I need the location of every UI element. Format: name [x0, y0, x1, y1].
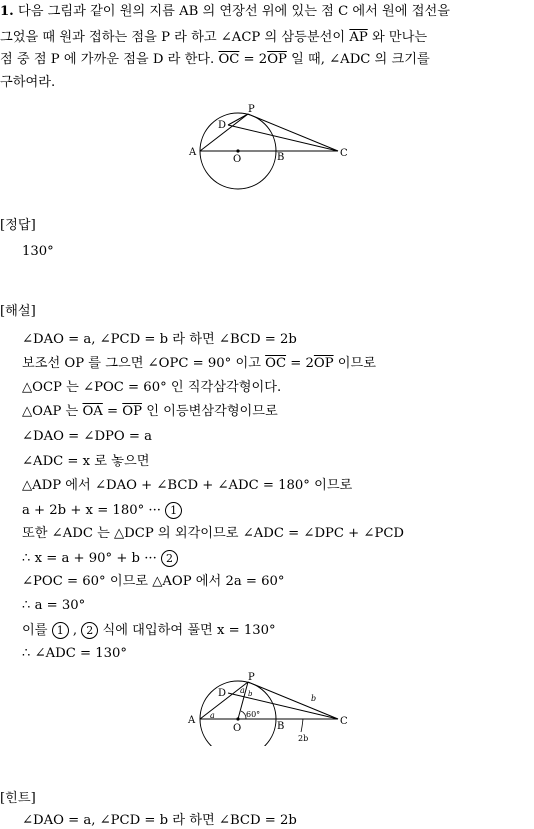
segment-oc-2: $\overline{OC}$ [265, 356, 287, 371]
problem-line-1 [0, 4, 534, 20]
solution-heading: [해설] [0, 304, 36, 319]
problem-line-4 [0, 75, 534, 91]
solution-line-1: ∠DAO = a, ∠PCD = b 라 하면 ∠BCD = 2b [22, 332, 297, 347]
solution-line-2 [22, 356, 376, 372]
fig1-center-dot [236, 149, 239, 152]
solution-line-3: △OCP 는 ∠POC = 60° 인 직각삼각형이다. [22, 380, 282, 395]
solution-line-9: 또한 ∠ADC 는 △DCP 의 외각이므로 ∠ADC = ∠DPC + ∠PCD [22, 526, 404, 541]
fig2-label-b: B [277, 721, 285, 732]
fig1-label-c: C [340, 148, 348, 159]
fig2-label-a: A [188, 715, 196, 726]
answer-value: 130° [22, 244, 54, 259]
circled-number-1: 1 [165, 502, 182, 519]
solution-text-2: 보조선 OP 를 그으면 ∠OPC = 90° 이고 [22, 356, 261, 371]
solution-text-13b: 식에 대입하여 풀면 x = 130° [102, 623, 276, 638]
fig2-angle-b2: b [248, 690, 253, 698]
circled-number-2b: 2 [81, 622, 98, 639]
answer-heading: [정답] [0, 218, 36, 233]
fig1-label-o: O [233, 154, 242, 165]
circled-number-2: 2 [161, 550, 178, 567]
fig2-angle-arc-2b [301, 719, 303, 732]
segment-oa: $\overline{OA}$ [82, 404, 103, 419]
hint-line: ∠DAO = a, ∠PCD = b 라 하면 ∠BCD = 2b [22, 813, 297, 828]
fig2-angle-60: 60° [246, 710, 261, 719]
solution-line-5: ∠DAO = ∠DPO = a [22, 429, 152, 444]
fig2-label-o: O [233, 723, 242, 734]
equals-sign: = [107, 404, 119, 419]
solution-line-12: ∴ a = 30° [22, 598, 86, 613]
solution-line-4 [22, 404, 278, 420]
problem-number: 1. [0, 4, 14, 19]
arc-ap: $\overline{AP}$ [349, 30, 368, 45]
fig2-label-p: P [248, 672, 255, 683]
solution-text-4: △OAP 는 [22, 404, 79, 419]
problem-text-3: 점 중 점 P 에 가까운 점을 D 라 한다. [0, 52, 215, 67]
solution-line-6: ∠ADC = x 로 놓으면 [22, 454, 150, 469]
solution-line-10 [22, 550, 178, 567]
equals-two-2: = 2 [290, 356, 314, 371]
segment-oc: $\overline{OC}$ [218, 52, 240, 67]
solution-line-11: ∠POC = 60° 이므로 △AOP 에서 2a = 60° [22, 574, 285, 589]
problem-line-3 [0, 52, 534, 68]
figure-1 [185, 100, 355, 195]
solution-text-2b: 이므로 [337, 356, 376, 371]
problem-text-1: 다음 그림과 같이 원의 지름 AB 의 연장선 위에 있는 점 C 에서 원에 접선을 [17, 4, 450, 19]
solution-text-4b: 인 이등변삼각형이므로 [146, 404, 278, 419]
fig1-line-pd [228, 114, 248, 125]
problem-text-2b: 와 만나는 [371, 30, 428, 45]
solution-line-7: △ADP 에서 ∠DAO + ∠BCD + ∠ADC = 180° 이므로 [22, 478, 353, 493]
equals-two: = 2 [243, 52, 268, 67]
comma: , [72, 623, 78, 638]
circled-number-1b: 1 [52, 622, 69, 639]
solution-line-8 [22, 502, 182, 519]
hint-heading: [힌트] [0, 791, 36, 806]
fig2-angle-a1: a [210, 711, 215, 720]
fig2-angle-2b: 2b [298, 734, 309, 743]
solution-line-13 [22, 622, 276, 639]
fig2-angle-b1: b [311, 694, 317, 703]
problem-text-2: 그었을 때 원과 접하는 점을 P 라 하고 ∠ACP 의 삼등분선이 [0, 30, 346, 45]
solution-line-14: ∴ ∠ADC = 130° [22, 646, 128, 661]
fig2-angle-a2: a [240, 686, 245, 695]
problem-line-2 [0, 30, 534, 46]
fig2-center-dot [236, 717, 239, 720]
solution-text-8: a + 2b + x = 180° ··· [22, 503, 161, 518]
fig2-label-c: C [340, 716, 348, 727]
fig1-label-b: B [277, 152, 285, 163]
problem-text-4: 구하여라. [0, 75, 56, 90]
problem-text-3b: 일 때, ∠ADC 의 크기를 [291, 52, 430, 67]
segment-op-3: $\overline{OP}$ [122, 404, 142, 419]
segment-op-2: $\overline{OP}$ [313, 356, 334, 371]
fig2-label-d: D [218, 688, 227, 699]
solution-text-13: 이를 [22, 623, 48, 638]
figure-2 [185, 668, 355, 746]
fig1-label-a: A [189, 147, 197, 158]
fig1-label-d: D [218, 120, 227, 131]
fig1-label-p: P [248, 104, 255, 115]
solution-text-10: ∴ x = a + 90° + b ··· [22, 551, 157, 566]
segment-op: $\overline{OP}$ [267, 52, 287, 67]
